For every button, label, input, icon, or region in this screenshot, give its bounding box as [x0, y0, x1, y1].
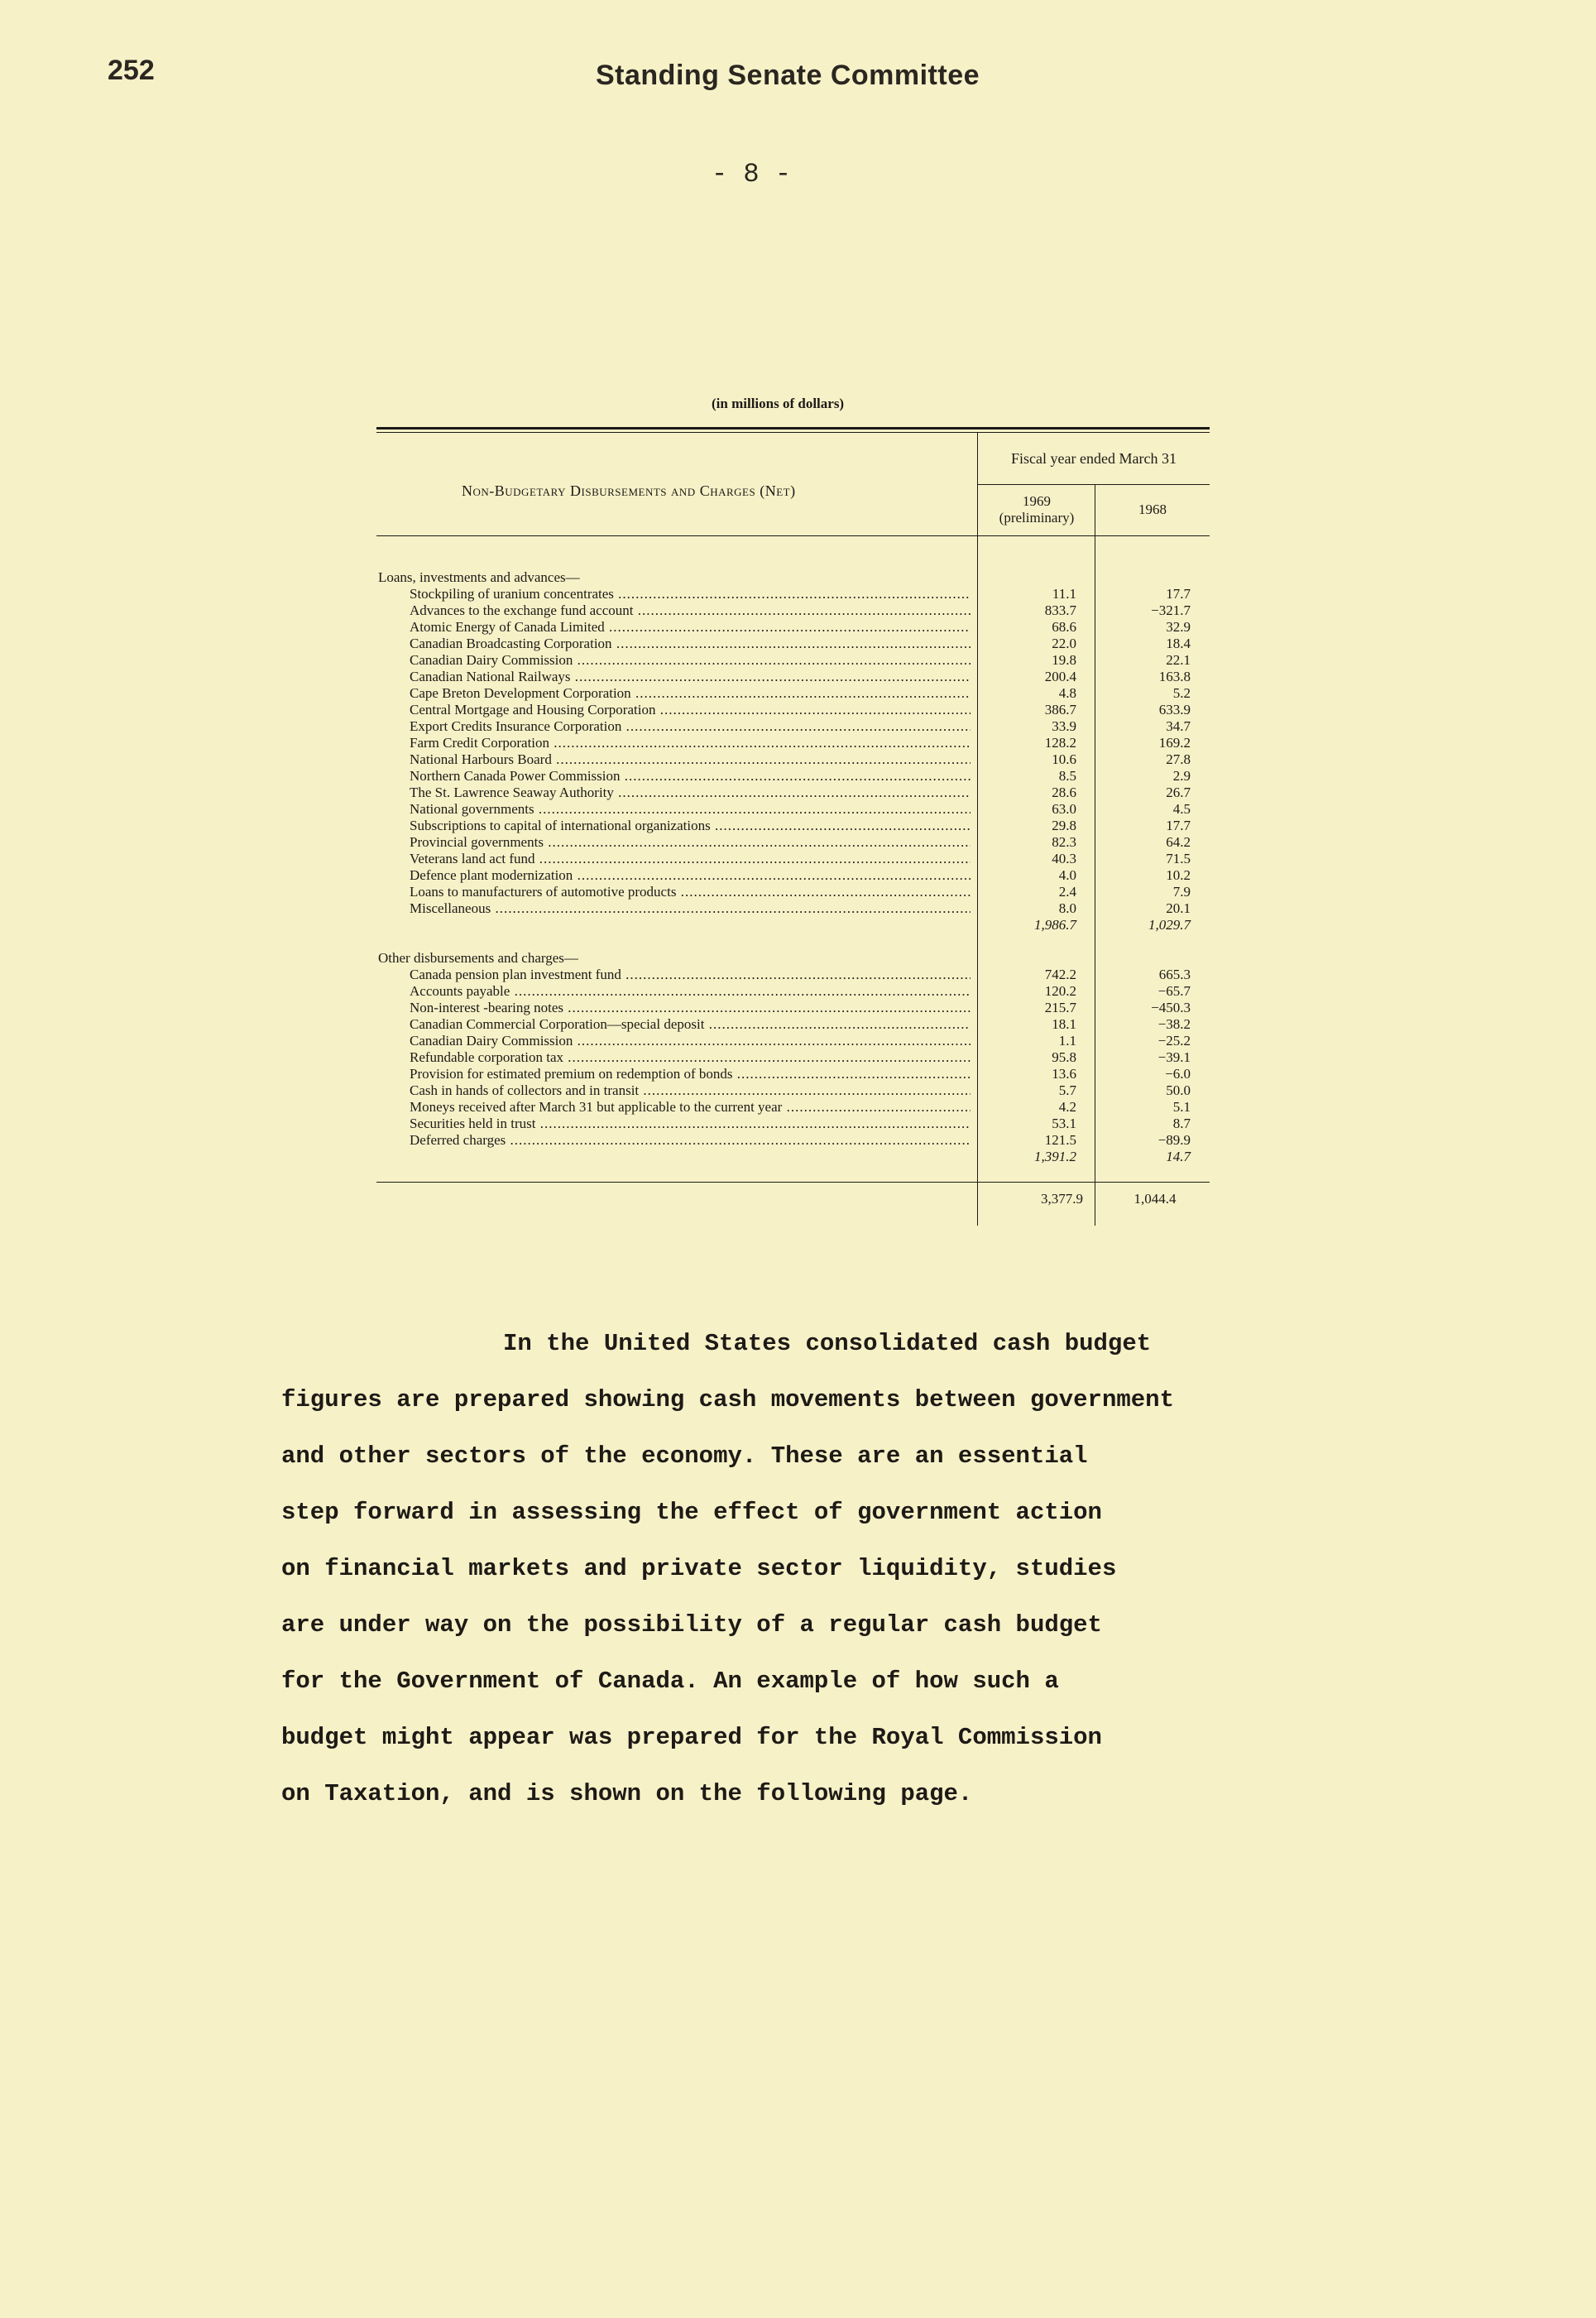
table-body: [376, 536, 1210, 1182]
table-caption: (in millions of dollars): [712, 396, 845, 411]
row-label: [376, 1149, 971, 1165]
column-1968-heading: 1968: [1095, 484, 1210, 535]
value-1969: 68.6: [1052, 619, 1076, 635]
row-label: Provincial governments .....: [376, 834, 971, 851]
section-total-row: [376, 917, 1210, 933]
table-row: [376, 900, 1210, 917]
value-1969: 13.6: [1052, 1066, 1076, 1082]
table-row: [376, 1033, 1210, 1049]
value-1969: 386.7: [1044, 702, 1076, 717]
row-label: Moneys received after March 31 but applicable to the current year .....: [376, 1099, 971, 1116]
value-1969: 28.6: [1052, 785, 1076, 800]
value-1969: 833.7: [1044, 602, 1076, 618]
section-heading: Other disbursements and charges—: [378, 950, 578, 966]
row-label: Canadian Commercial Corporation—special deposit .....: [376, 1016, 971, 1033]
row-label: Canadian Dairy Commission .....: [376, 1033, 971, 1049]
row-label: Canada pension plan investment fund .....: [376, 967, 971, 983]
table-row: [376, 669, 1210, 685]
section-heading: Loans, investments and advances—: [378, 569, 580, 585]
value-1969: 22.0: [1052, 636, 1076, 651]
value-1969: 4.2: [1058, 1099, 1076, 1115]
value-1969: 40.3: [1052, 851, 1076, 866]
table-row: [376, 1099, 1210, 1116]
value-1968: −450.3: [1151, 1000, 1191, 1015]
table-row: [376, 851, 1210, 867]
row-label: Non-interest -bearing notes .....: [376, 1000, 971, 1016]
row-label: Refundable corporation tax .....: [376, 1049, 971, 1066]
body-text-line: are under way on the possibility of a regular cash budget: [281, 1611, 1102, 1639]
value-1969: 120.2: [1044, 983, 1076, 999]
row-label: Canadian Broadcasting Corporation .....: [376, 636, 971, 652]
value-1968: 5.1: [1172, 1099, 1191, 1115]
value-1968: 4.5: [1172, 801, 1191, 817]
body-text-line: on financial markets and private sector liquidity, studies: [281, 1555, 1117, 1582]
table-row: [376, 1016, 1210, 1033]
value-1969: 1.1: [1058, 1033, 1076, 1049]
value-1969: 128.2: [1044, 735, 1076, 751]
row-label: Export Credits Insurance Corporation .....: [376, 718, 971, 735]
table-row: [376, 751, 1210, 768]
body-text: [281, 1316, 1423, 1822]
value-1969: 121.5: [1044, 1132, 1076, 1148]
table-row: [376, 1082, 1210, 1099]
table-row: [376, 983, 1210, 1000]
grand-total-1969: 3,377.9: [1041, 1191, 1083, 1207]
body-text-line: and other sectors of the economy. These are an essential: [281, 1442, 1088, 1470]
table-row: [376, 702, 1210, 718]
value-1968: 2.9: [1172, 768, 1191, 784]
value-1969: 82.3: [1052, 834, 1076, 850]
value-1968: 20.1: [1166, 900, 1191, 916]
table-header: [376, 433, 1210, 536]
value-1968: 10.2: [1166, 867, 1191, 883]
table-row: [376, 586, 1210, 602]
value-1969: 4.8: [1058, 685, 1076, 701]
value-1968: 22.1: [1166, 652, 1191, 668]
row-label: Loans to manufacturers of automotive products .....: [376, 884, 971, 900]
value-1969: 10.6: [1052, 751, 1076, 767]
body-text-line: on Taxation, and is shown on the following page.: [281, 1780, 973, 1807]
value-1969: 95.8: [1052, 1049, 1076, 1065]
value-1969: 742.2: [1044, 967, 1076, 982]
value-1969: 11.1: [1052, 586, 1076, 602]
row-label: Stockpiling of uranium concentrates .....: [376, 586, 971, 602]
table-row: [376, 785, 1210, 801]
row-label: National Harbours Board .....: [376, 751, 971, 768]
table-row: [376, 867, 1210, 884]
value-1969: 5.7: [1058, 1082, 1076, 1098]
row-label: [376, 917, 971, 933]
value-1968: 169.2: [1158, 735, 1191, 751]
value-1968: 32.9: [1166, 619, 1191, 635]
row-label: Canadian Dairy Commission .....: [376, 652, 971, 669]
table-row: [376, 834, 1210, 851]
column-1969-note: (preliminary): [999, 510, 1075, 526]
table-row: [376, 1116, 1210, 1132]
column-divider: [977, 1183, 978, 1226]
value-1968: 64.2: [1166, 834, 1191, 850]
value-1968: −65.7: [1157, 983, 1191, 999]
table-row: [376, 1049, 1210, 1066]
total-1968: 1,029.7: [1148, 917, 1191, 933]
value-1968: 71.5: [1166, 851, 1191, 866]
row-label: Canadian National Railways .....: [376, 669, 971, 685]
body-text-line: In the United States consolidated cash budget: [503, 1330, 1152, 1357]
page-number: 252: [108, 55, 155, 86]
row-label: Securities held in trust .....: [376, 1116, 971, 1132]
table-row: [376, 619, 1210, 636]
document-page-number: - 8 -: [712, 159, 792, 190]
row-label: Farm Credit Corporation .....: [376, 735, 971, 751]
running-head: Standing Senate Committee: [596, 60, 980, 91]
row-label: Miscellaneous .....: [376, 900, 971, 917]
value-1968: 633.9: [1158, 702, 1191, 717]
row-label: The St. Lawrence Seaway Authority .....: [376, 785, 971, 801]
row-label: Defence plant modernization .....: [376, 867, 971, 884]
value-1969: 53.1: [1052, 1116, 1076, 1131]
value-1969: 215.7: [1044, 1000, 1076, 1015]
value-1968: 17.7: [1166, 586, 1191, 602]
table-row: [376, 818, 1210, 834]
value-1968: 8.7: [1172, 1116, 1191, 1131]
total-1969: 1,391.2: [1034, 1149, 1076, 1164]
spacer: [376, 933, 1210, 950]
body-text-line: budget might appear was prepared for the Royal Commission: [281, 1724, 1102, 1751]
table-row: [376, 685, 1210, 702]
value-1968: 163.8: [1158, 669, 1191, 684]
table-row: [376, 718, 1210, 735]
row-label: Atomic Energy of Canada Limited .....: [376, 619, 971, 636]
value-1969: 33.9: [1052, 718, 1076, 734]
fiscal-year-heading: Fiscal year ended March 31: [977, 433, 1210, 485]
value-1968: −321.7: [1151, 602, 1191, 618]
row-label: Central Mortgage and Housing Corporation .....: [376, 702, 971, 718]
section-total-row: [376, 1149, 1210, 1165]
table-row: [376, 636, 1210, 652]
value-1968: −39.1: [1157, 1049, 1191, 1065]
table-row: [376, 602, 1210, 619]
row-label: Advances to the exchange fund account .....: [376, 602, 971, 619]
value-1969: 19.8: [1052, 652, 1076, 668]
value-1969: 8.5: [1058, 768, 1076, 784]
value-1969: 29.8: [1052, 818, 1076, 833]
column-1969-heading: [977, 484, 1095, 535]
table-row: [376, 768, 1210, 785]
row-label: National governments .....: [376, 801, 971, 818]
row-label: Cash in hands of collectors and in transit .....: [376, 1082, 971, 1099]
table-row: [376, 1000, 1210, 1016]
grand-total-row: [376, 1182, 1210, 1226]
value-1969: 200.4: [1044, 669, 1076, 684]
body-text-line: figures are prepared showing cash movements between government: [281, 1386, 1174, 1413]
disbursements-table: [376, 427, 1210, 1226]
value-1969: 8.0: [1058, 900, 1076, 916]
value-1968: 26.7: [1166, 785, 1191, 800]
value-1968: −38.2: [1157, 1016, 1191, 1032]
table-row: [376, 884, 1210, 900]
row-label: Northern Canada Power Commission .....: [376, 768, 971, 785]
table-row: [376, 652, 1210, 669]
value-1968: 50.0: [1166, 1082, 1191, 1098]
value-1969: 63.0: [1052, 801, 1076, 817]
value-1968: −6.0: [1165, 1066, 1191, 1082]
column-1969-year: 1969: [1023, 493, 1051, 509]
table-row: [376, 735, 1210, 751]
table-row: [376, 967, 1210, 983]
value-1969: 18.1: [1052, 1016, 1076, 1032]
table-row: [376, 801, 1210, 818]
table-row: [376, 1066, 1210, 1082]
row-label: Veterans land act fund .....: [376, 851, 971, 867]
value-1968: 34.7: [1166, 718, 1191, 734]
spacer: [376, 536, 1210, 569]
value-1969: 4.0: [1058, 867, 1076, 883]
row-label: Provision for estimated premium on redemption of bonds .....: [376, 1066, 971, 1082]
value-1968: 27.8: [1166, 751, 1191, 767]
value-1968: 7.9: [1172, 884, 1191, 900]
row-label: Deferred charges .....: [376, 1132, 971, 1149]
table-row: [376, 1132, 1210, 1149]
total-1969: 1,986.7: [1034, 917, 1076, 933]
value-1969: 2.4: [1058, 884, 1076, 900]
table-top-rule: [376, 427, 1210, 433]
value-1968: 17.7: [1166, 818, 1191, 833]
spacer: [376, 1165, 1210, 1182]
value-1968: −89.9: [1157, 1132, 1191, 1148]
row-label: Subscriptions to capital of international organizations .....: [376, 818, 971, 834]
stub-heading: Non-Budgetary Disbursements and Charges (Net): [462, 482, 796, 499]
row-label: Cape Breton Development Corporation .....: [376, 685, 971, 702]
row-label: Accounts payable .....: [376, 983, 971, 1000]
value-1968: 665.3: [1158, 967, 1191, 982]
column-divider: [977, 536, 978, 1182]
body-text-line: for the Government of Canada. An example of how such a: [281, 1668, 1059, 1695]
value-1968: 5.2: [1172, 685, 1191, 701]
value-1968: −25.2: [1157, 1033, 1191, 1049]
value-1968: 18.4: [1166, 636, 1191, 651]
total-1968: 14.7: [1166, 1149, 1191, 1164]
grand-total-1968: 1,044.4: [1133, 1191, 1177, 1207]
body-text-line: step forward in assessing the effect of government action: [281, 1499, 1102, 1526]
